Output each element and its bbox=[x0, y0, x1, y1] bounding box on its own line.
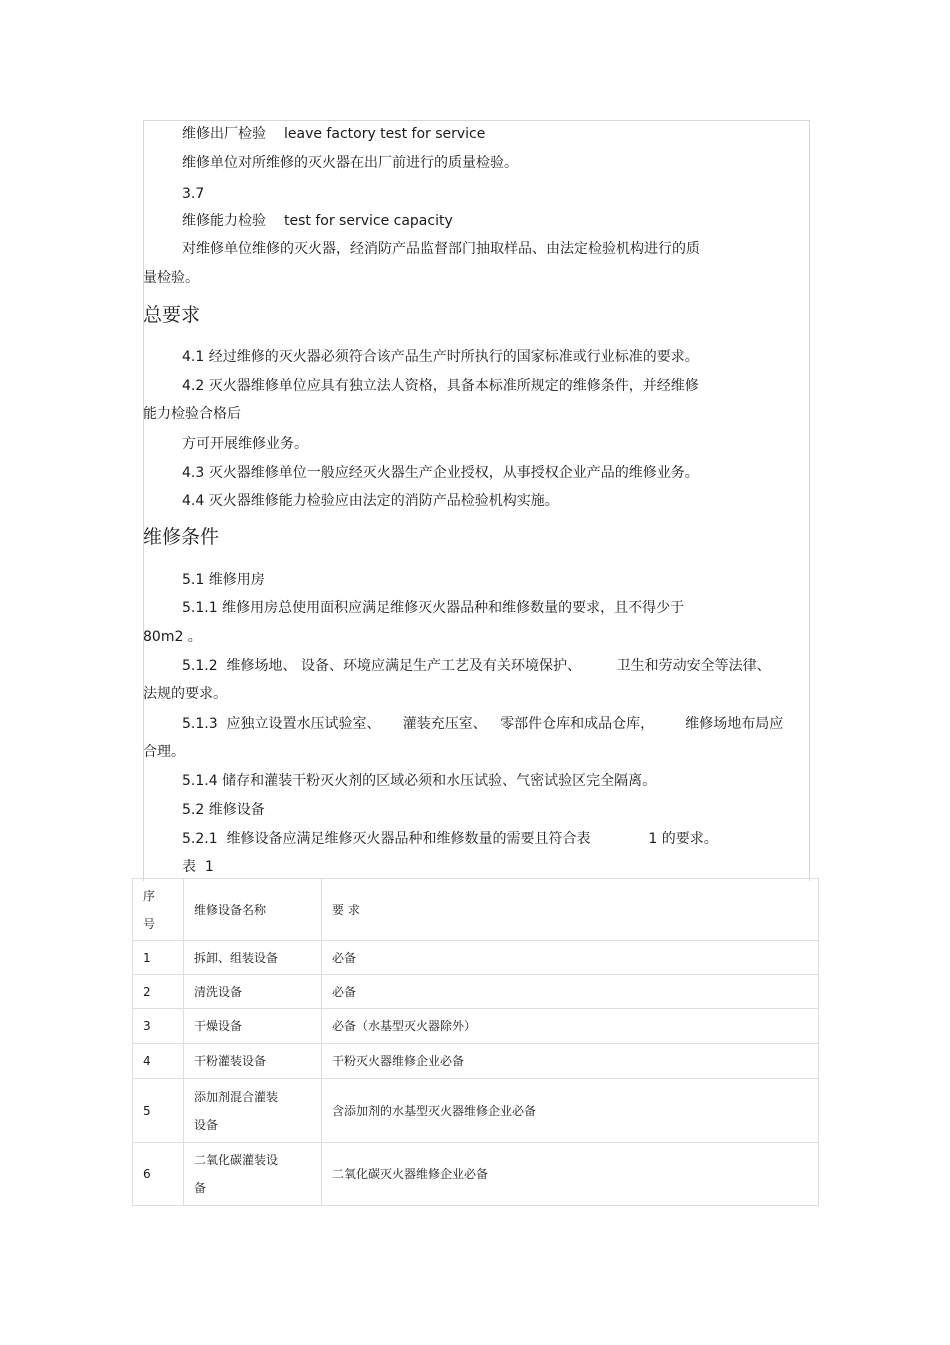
table-cell: 4 bbox=[133, 1044, 184, 1079]
paragraph: 5.1.3 应独立设置水压试验室、 灌装充压室、 零部件仓库和成品仓库， 维修场地布局应 bbox=[182, 716, 784, 732]
table-cell: 必备 bbox=[322, 975, 819, 1009]
section-heading: 维修条件 bbox=[143, 526, 220, 548]
table-cell: 1 bbox=[133, 941, 184, 975]
term-en: leave factory test for service bbox=[284, 126, 486, 142]
paragraph: 5.1.2 维修场地、 设备、环境应满足生产工艺及有关环境保护、 卫生和劳动安全等法律、 bbox=[182, 658, 771, 674]
paragraph: 4.2 灭火器维修单位应具有独立法人资格，具备本标准所规定的维修条件，并经维修 bbox=[182, 378, 699, 394]
paragraph: 4.3 灭火器维修单位一般应经灭火器生产企业授权，从事授权企业产品的维修业务。 bbox=[182, 465, 699, 481]
table-row bbox=[133, 1044, 819, 1079]
paragraph: 4.4 灭火器维修能力检验应由法定的消防产品检验机构实施。 bbox=[182, 493, 559, 509]
term-line bbox=[182, 212, 453, 230]
paragraph: 5.1 维修用房 bbox=[182, 572, 265, 588]
table-cell: 5 bbox=[133, 1079, 184, 1143]
paragraph: 方可开展维修业务。 bbox=[182, 436, 308, 452]
table-cell: 含添加剂的水基型灭火器维修企业必备 bbox=[322, 1079, 819, 1143]
paragraph: 4.1 经过维修的灭火器必须符合该产品生产时所执行的国家标准或行业标准的要求。 bbox=[182, 349, 699, 365]
table-row bbox=[133, 1009, 819, 1044]
table-cell: 拆卸、组装设备 bbox=[184, 941, 322, 975]
paragraph: 5.2 维修设备 bbox=[182, 802, 265, 818]
term-zh: 维修出厂检验 bbox=[182, 126, 266, 142]
table-cell: 二氧化碳灭火器维修企业必备 bbox=[322, 1143, 819, 1206]
table-row bbox=[133, 941, 819, 975]
header-cell: 要 求 bbox=[322, 879, 819, 941]
header-cell: 序 号 bbox=[133, 879, 184, 941]
table-cell: 3 bbox=[133, 1009, 184, 1044]
table-cell: 干粉灌装设备 bbox=[184, 1044, 322, 1079]
paragraph: 法规的要求。 bbox=[143, 686, 227, 702]
clause-number: 3.7 bbox=[182, 186, 205, 202]
paragraph: 5.1.4 储存和灌装干粉灭火剂的区域必须和水压试验、气密试验区完全隔离。 bbox=[182, 773, 657, 789]
table-cell: 必备 bbox=[322, 941, 819, 975]
paragraph: 5.1.1 维修用房总使用面积应满足维修灭火器品种和维修数量的要求，且不得少于 bbox=[182, 600, 685, 616]
paragraph: 合理。 bbox=[143, 744, 185, 760]
table-caption: 表 1 bbox=[182, 859, 214, 875]
header-cell: 维修设备名称 bbox=[184, 879, 322, 941]
table-cell: 添加剂混合灌装 设备 bbox=[184, 1079, 322, 1143]
paragraph: 维修单位对所维修的灭火器在出厂前进行的质量检验。 bbox=[182, 155, 518, 171]
paragraph: 量检验。 bbox=[143, 270, 199, 286]
table-cell: 干粉灭火器维修企业必备 bbox=[322, 1044, 819, 1079]
table-cell: 干燥设备 bbox=[184, 1009, 322, 1044]
table-cell: 6 bbox=[133, 1143, 184, 1206]
paragraph: 能力检验合格后 bbox=[143, 406, 241, 422]
term-line bbox=[182, 125, 485, 143]
table-row bbox=[133, 975, 819, 1009]
paragraph: 对维修单位维修的灭火器，经消防产品监督部门抽取样品、由法定检验机构进行的质 bbox=[182, 241, 700, 257]
paragraph: 5.2.1 维修设备应满足维修灭火器品种和维修数量的需要且符合表 1 的要求。 bbox=[182, 831, 718, 847]
paragraph: 80m2 。 bbox=[143, 629, 202, 645]
table-cell: 清洗设备 bbox=[184, 975, 322, 1009]
table-cell: 2 bbox=[133, 975, 184, 1009]
equipment-table bbox=[132, 878, 819, 1206]
table-row bbox=[133, 1079, 819, 1143]
term-en: test for service capacity bbox=[284, 213, 453, 229]
table-header-row bbox=[133, 879, 819, 941]
table-cell: 二氧化碳灌装设 备 bbox=[184, 1143, 322, 1206]
section-heading: 总要求 bbox=[143, 304, 201, 326]
table-row bbox=[133, 1143, 819, 1206]
table-cell: 必备（水基型灭火器除外） bbox=[322, 1009, 819, 1044]
term-zh: 维修能力检验 bbox=[182, 213, 266, 229]
